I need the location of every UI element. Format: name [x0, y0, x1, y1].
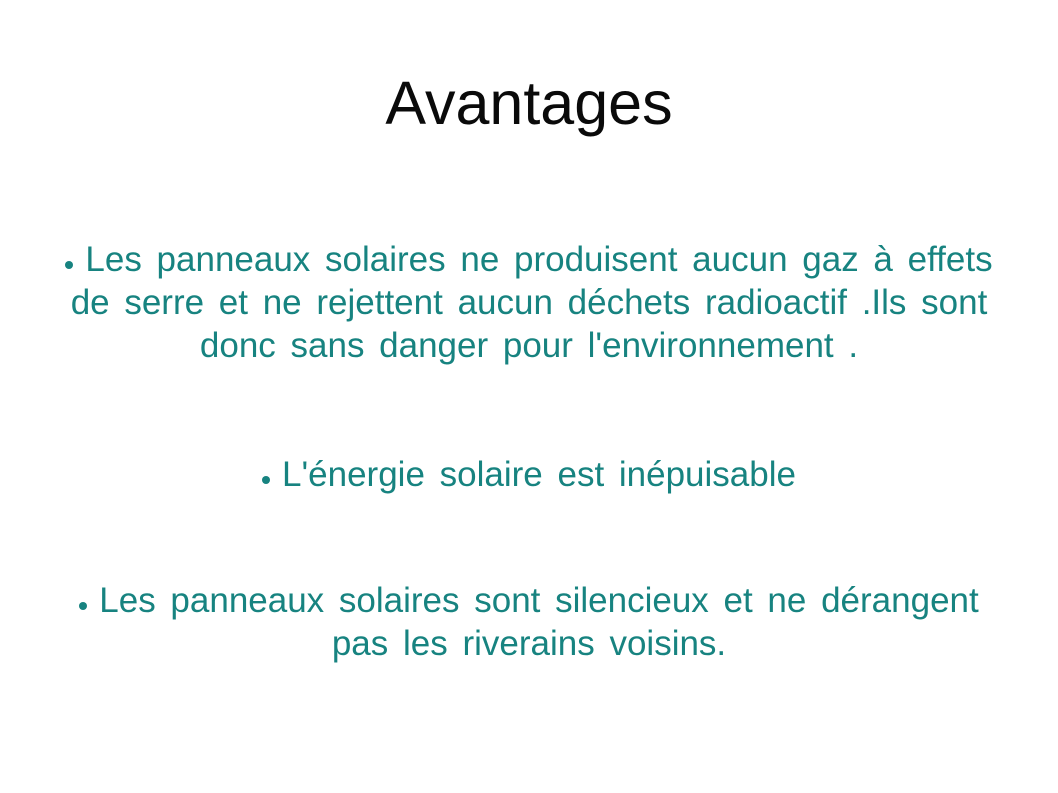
bullet-dot-icon: [262, 476, 270, 484]
bullet-line: Les panneaux solaires ne produisent aucun gaz à effets: [85, 240, 993, 280]
bullet-item-silent: [0, 579, 1058, 665]
bullet-line: donc sans danger pour l'environnement .: [199, 326, 859, 366]
bullet-line: L'énergie solaire est inépuisable: [282, 455, 796, 495]
bullet-dot-icon: [65, 261, 73, 269]
bullet-line: pas les riverains voisins.: [331, 624, 727, 664]
bullet-item-inexhaustible: [0, 453, 1058, 496]
bullet-line: de serre et ne rejettent aucun déchets radioactif .Ils sont: [70, 283, 988, 323]
bullet-dot-icon: [79, 602, 87, 610]
slide-title: Avantages: [385, 69, 673, 137]
bullet-item-environment: [0, 238, 1058, 367]
bullet-line: Les panneaux solaires sont silencieux et ne dérangent: [99, 581, 979, 621]
